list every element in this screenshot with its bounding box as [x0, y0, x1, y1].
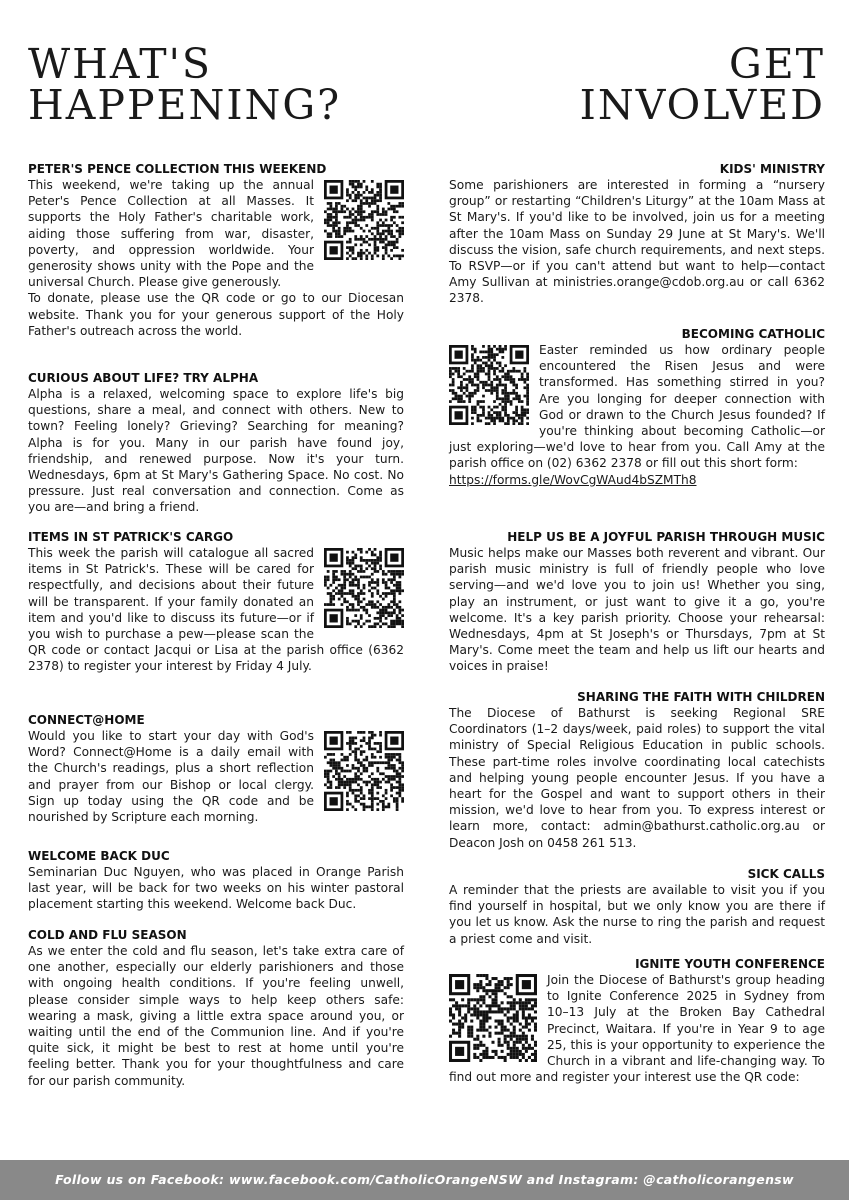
section-title: SICK CALLS	[747, 867, 825, 881]
section-text: Seminarian Duc Nguyen, who was placed in Orange Parish last year, will be back for two weeks on his winter pastoral placement starting this weekend. Welcome back Duc.	[28, 865, 404, 912]
social-footer: Follow us on Facebook: www.facebook.com/CatholicOrangeNSW and Instagram: @catholicorangensw	[0, 1160, 849, 1200]
heading-line: INVOLVED	[579, 81, 825, 129]
section-text: Some parishioners are interested in forming a “nursery group” or restarting “Children's Liturgy” at the 10am Mass at St Mary's. If you'd like to be involved, join us for a meeting after the 10am Mass on Sunday 29 June at St Mary's. We'll discuss the vision, safe church requirements, and next steps. To RSVP—or if you can't attend but want to help—contact Amy Sullivan at ministries.orange@cdob.org.au or call 6362 2378.	[449, 178, 825, 306]
qr-code-peters-pence[interactable]	[324, 180, 404, 260]
section-sick-calls	[449, 866, 825, 947]
section-text: The Diocese of Bathurst is seeking Regional SRE Coordinators (1–2 days/week, paid roles) to support the vital ministry of Special Religious Education in public schools. These part-time roles involve coordinating local catechists and helping young people encounter Jesus. If you have a heart for the Gospel and want to support others in their mission, we'd love to hear from you. To express interest or learn more, contact: admin@bathurst.catholic.org.au or Deacon Josh on 0458 261 513.	[449, 706, 825, 850]
section-title: CONNECT@HOME	[28, 713, 145, 727]
section-st-patricks-cargo	[28, 529, 404, 675]
section-title: ITEMS IN ST PATRICK'S CARGO	[28, 530, 234, 544]
section-music-ministry	[449, 529, 825, 675]
section-title: COLD AND FLU SEASON	[28, 928, 187, 942]
section-text: Easter reminded us how ordinary people encountered the Risen Jesus and were transformed. Has something stirred in you? Are you longing for deeper connection with God or drawn to the Church Jesus founded? If you're thinking about becoming Catholic—or just exploring—we'd love to hear from you. Call Amy at the parish office on (02) 6362 2378 or fill out this short form:	[449, 343, 825, 471]
qr-code-ignite[interactable]	[449, 974, 537, 1062]
whats-happening-heading	[28, 40, 342, 129]
section-ignite	[449, 956, 825, 1085]
section-kids-ministry	[449, 161, 825, 307]
section-connect-at-home	[28, 712, 404, 825]
section-title: SHARING THE FAITH WITH CHILDREN	[577, 690, 825, 704]
section-text: This week the parish will catalogue all sacred items in St Patrick's. These will be cared for respectfully, and decisions about their future will be transparent. If your family donated an item and you'd like to discuss its future—or if you wish to purchase a pew—please scan the QR code or contact Jacqui or Lisa at the parish office (6362 2378) to register your interest by Friday 4 July.	[28, 546, 404, 674]
qr-code-st-patricks[interactable]	[324, 548, 404, 628]
section-cold-flu	[28, 927, 404, 1089]
section-title: CURIOUS ABOUT LIFE? TRY ALPHA	[28, 371, 259, 385]
qr-code-connect-at-home[interactable]	[324, 731, 404, 811]
form-link[interactable]: https://forms.gle/WovCgWAud4bSZMTh8	[449, 472, 697, 487]
section-text: Would you like to start your day with God's Word? Connect@Home is a daily email with the Church's readings, plus a short reflection and prayer from our Bishop or local clergy. Sign up today using the QR code and be nourished by Scripture each morning.	[28, 729, 314, 825]
section-text: Alpha is a relaxed, welcoming space to explore life's big questions, share a meal, and connect with others. New to town? Feeling lonely? Grieving? Searching for meaning? Alpha is for you. Many in our parish have found joy, friendship, and renewed purpose. Now it's your turn. Wednesdays, 6pm at St Mary's Gathering Space. No cost. No pressure. Just real conversation and connection. Come as you are—and bring a friend.	[28, 387, 404, 515]
section-title: IGNITE YOUTH CONFERENCE	[635, 957, 825, 971]
section-text: A reminder that the priests are available to visit you if you find yourself in hospital, but we only know you are there if you let us know. Ask the nurse to ring the parish and request a priest come and visit.	[449, 883, 825, 946]
section-title: PETER'S PENCE COLLECTION THIS WEEKEND	[28, 162, 327, 176]
qr-code-becoming-catholic[interactable]	[449, 345, 529, 425]
section-title: HELP US BE A JOYFUL PARISH THROUGH MUSIC	[507, 530, 825, 544]
section-text: This weekend, we're taking up the annual Peter's Pence Collection at all Masses. It supports the Holy Father's charitable work, aiding those suffering from war, disaster, poverty, and oppression worldwide. Your generosity shows unity with the Pope and the universal Church. Please give generously.	[28, 178, 314, 290]
section-alpha	[28, 370, 404, 516]
section-text: Music helps make our Masses both reverent and vibrant. Our parish music ministry is full of friendly people who love serving—and we'd love you to join us! Whether you sing, play an instrument, or just want to give it a go, you're welcome. It's a key parish priority. Choose your rehearsal: Wednesdays, 4pm at St Joseph's or Thursdays, 7pm at St Mary's. Come meet the team and help us lift our hearts and voices in praise!	[449, 546, 825, 674]
section-peters-pence	[28, 161, 404, 339]
section-sharing-faith	[449, 689, 825, 851]
section-text: Join the Diocese of Bathurst's group heading to Ignite Conference 2025 in Sydney from 10–13 July at the Broken Bay Cathedral Precinct, Waitara. If you're in Year 9 to age 25, this is your opportunity to experience the Church in a vibrant and life-changing way. To find out more and register your interest use the QR code:	[449, 973, 825, 1085]
section-becoming-catholic	[449, 326, 825, 488]
heading-line: GET	[728, 40, 825, 88]
section-title: BECOMING CATHOLIC	[681, 327, 825, 341]
section-title: WELCOME BACK DUC	[28, 849, 170, 863]
heading-line: HAPPENING?	[28, 81, 342, 129]
heading-line: WHAT'S	[28, 40, 212, 88]
section-title: KIDS' MINISTRY	[719, 162, 825, 176]
get-involved-heading	[579, 40, 825, 129]
section-text: As we enter the cold and flu season, let's take extra care of one another, especially our elderly parishioners and those with ongoing health conditions. If you're feeling unwell, please consider simple ways to help keep others safe: wearing a mask, giving a little extra space around you, or waiting until the end of the Communion line. And if you're quite sick, it might be best to rest at home until you're feeling better. Thank you for your thoughtfulness and care for our parish community.	[28, 944, 404, 1088]
section-welcome-back-duc	[28, 848, 404, 913]
section-text: To donate, please use the QR code or go to our Diocesan website. Thank you for your generous support of the Holy Father's outreach across the world.	[28, 291, 404, 338]
